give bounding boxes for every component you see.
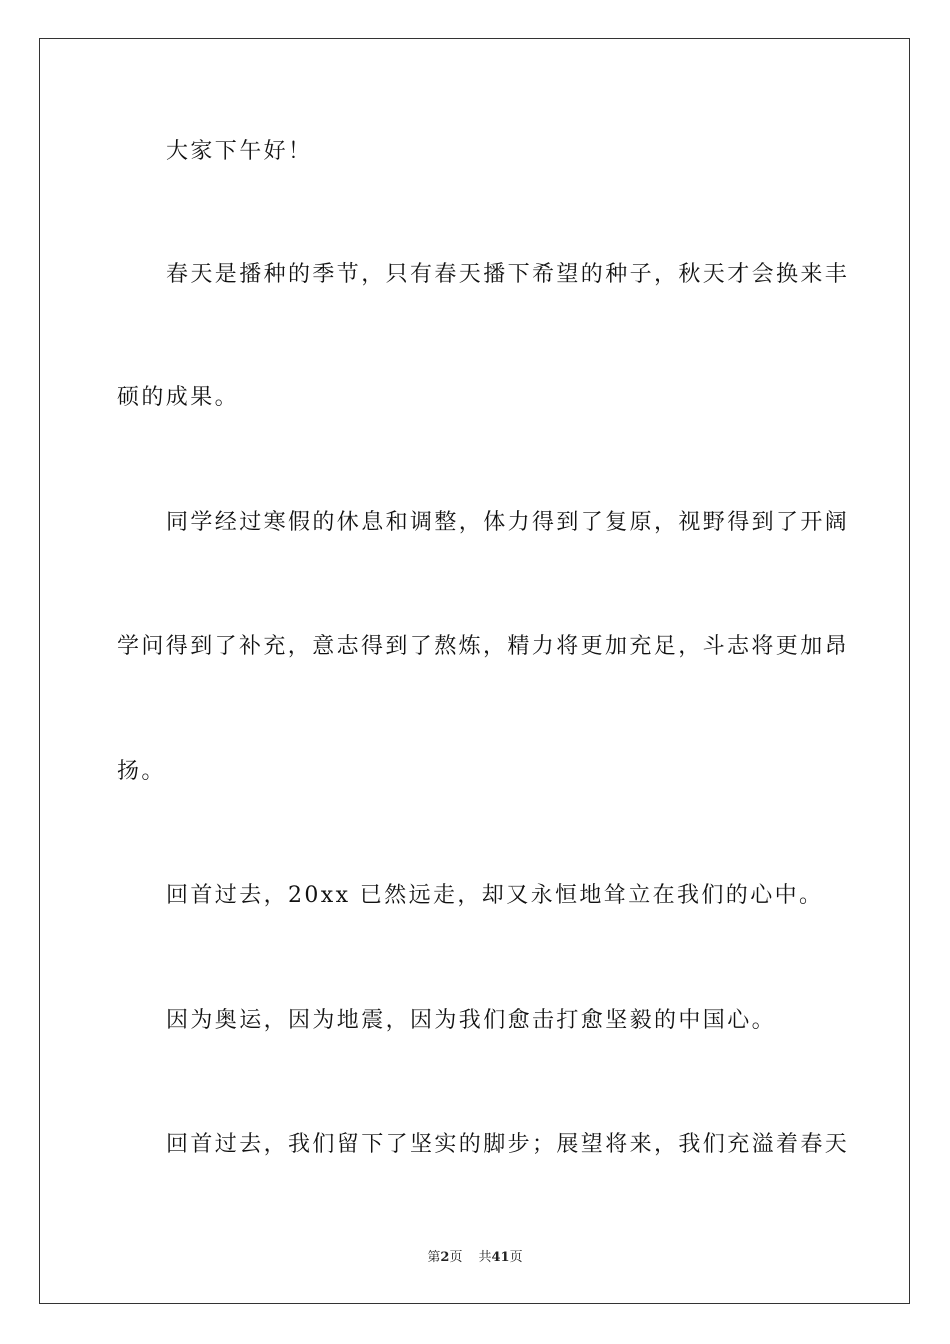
- page-frame: [39, 38, 910, 1304]
- paragraph-line: 春天是播种的季节，只有春天播下希望的种子，秋天才会换来丰: [166, 262, 850, 287]
- paragraph-line: 同学经过寒假的休息和调整，体力得到了复原，视野得到了开阔: [166, 510, 850, 535]
- paragraph-line: 扬。: [117, 759, 166, 784]
- page-footer: [0, 1246, 950, 1265]
- paragraph-line: 因为奥运，因为地震，因为我们愈击打愈坚毅的中国心。: [166, 1008, 777, 1033]
- total-prefix: 共: [478, 1250, 492, 1265]
- paragraph-line: 硕的成果。: [117, 385, 240, 410]
- paragraph-line: 回首过去，20xx 已然远走，却又永恒地耸立在我们的心中。: [166, 883, 824, 908]
- page-prefix: 第: [427, 1250, 441, 1265]
- paragraph-line: 回首过去，我们留下了坚实的脚步；展望将来，我们充溢着春天: [166, 1132, 850, 1157]
- paragraph-line: 大家下午好！: [166, 139, 313, 164]
- paragraph-line: 学问得到了补充，意志得到了熬炼，精力将更加充足，斗志将更加昂: [117, 634, 850, 659]
- total-suffix: 页: [509, 1250, 523, 1265]
- page-number: 2: [440, 1250, 450, 1265]
- page-suffix: 页: [449, 1250, 463, 1265]
- total-pages: 41: [491, 1250, 510, 1265]
